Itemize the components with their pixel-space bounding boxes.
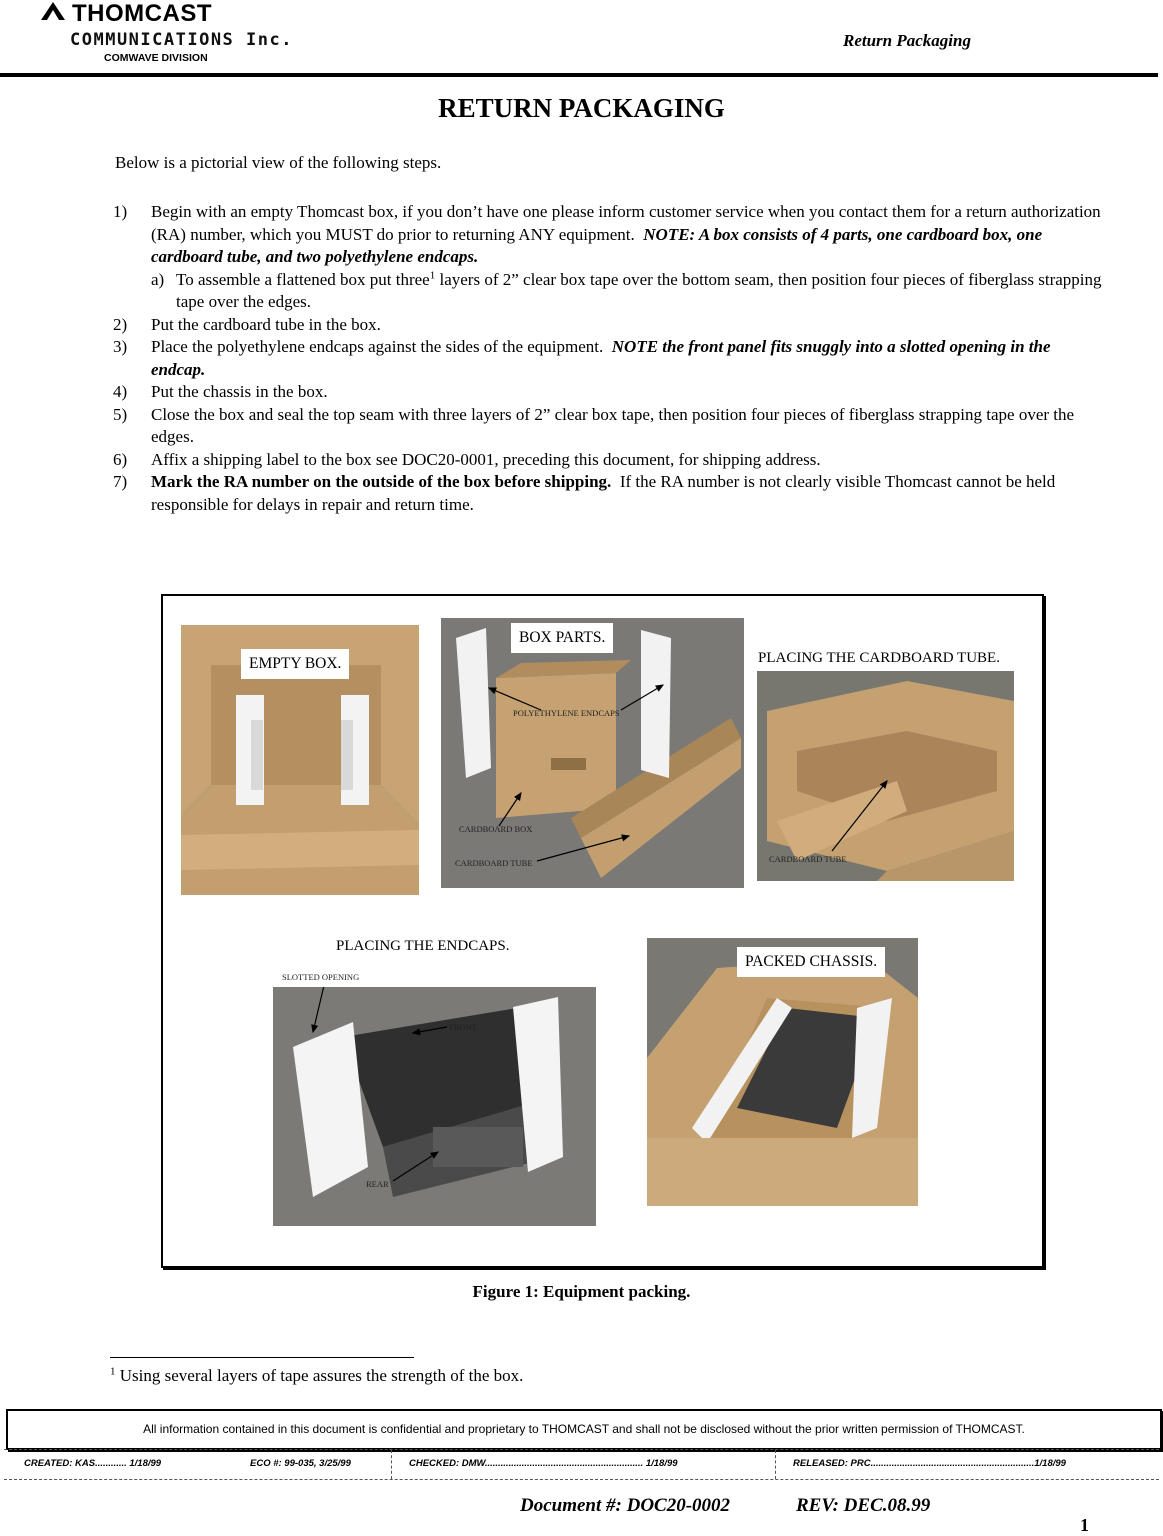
footnote-rule (110, 1357, 414, 1358)
step-3 (113, 336, 1103, 381)
released-field: RELEASED: PRC..............................................................1/18/99 (793, 1458, 1066, 1469)
label-packed-chassis: PACKED CHASSIS. (737, 947, 885, 977)
step-number: a) (151, 269, 165, 289)
step-text: To assemble a flattened box put three (176, 269, 430, 289)
checked-field: CHECKED: DMW............................................................ 1/18/99 (409, 1458, 678, 1469)
label-cardboard-tube-2: CARDBOARD TUBE (769, 854, 847, 864)
footer-divider (391, 1450, 393, 1479)
step-number: 3) (113, 337, 128, 356)
label-box-parts: BOX PARTS. (511, 623, 613, 653)
document-number: Document #: DOC20-0002 (520, 1495, 731, 1516)
step-1 (113, 201, 1103, 269)
label-cardboard-box: CARDBOARD BOX (459, 824, 533, 834)
step-1a (113, 269, 1103, 314)
step-text: Close the box and seal the top seam with three layers of 2” clear box tape, then position four pieces of fiberglass strapping tape over the edges. (151, 404, 1075, 446)
footnote-text: Using several layers of tape assures the strength of the box. (119, 1366, 524, 1385)
arrows-box-parts (441, 618, 744, 888)
step-number: 4) (113, 382, 128, 401)
revision-block (4, 1449, 1159, 1480)
figure-caption: Figure 1: Equipment packing. (472, 1282, 691, 1301)
photo-empty-box (181, 625, 419, 895)
arrows-endcaps (273, 987, 596, 1226)
footnote-number: 1 (110, 1365, 116, 1378)
steps-list (113, 201, 1103, 516)
arrow-cardboard-tube (757, 671, 1014, 881)
step-2 (113, 314, 1103, 337)
step-text: layers of 2” clear box tape over the bottom seam, then position four pieces of fiberglass strapping tape over the edges. (176, 269, 1102, 311)
confidentiality-notice: All information contained in this document is confidential and proprietary to THOMCAST and shall not be disclosed without the prior written permission of THOMCAST. (6, 1409, 1162, 1450)
step-7 (113, 471, 1103, 516)
photo-box-parts (441, 618, 744, 888)
step-text: Affix a shipping label to the box see DOC20-0001, preceding this document, for shipping address. (151, 449, 821, 469)
step-text: Put the cardboard tube in the box. (151, 314, 381, 334)
figure-frame (161, 594, 1044, 1268)
step-text: Begin with an empty Thomcast box, if you don’t have one please inform customer service when you contact them for a return authorization (RA) number, which you MUST do prior to returning ANY equipment. (151, 202, 1101, 244)
step-emphasis: Mark the RA number on the outside of the box before shipping. (151, 472, 612, 491)
caption-placing-tube: PLACING THE CARDBOARD TUBE. (758, 650, 1000, 666)
footnote (110, 1366, 523, 1386)
step-text: If the RA number is not clearly visible Thomcast cannot be held responsible for delays in repair and return time. (151, 472, 1056, 514)
step-number: 1) (113, 202, 128, 221)
intro-text: Below is a pictorial view of the following steps. (115, 153, 442, 172)
page-title: RETURN PACKAGING (438, 93, 725, 123)
step-note: NOTE: A box consists of 4 parts, one cardboard box, one cardboard tube, and two polyethylene endcaps. (151, 224, 1043, 266)
header-section-title: Return Packaging (843, 31, 971, 50)
step-4 (113, 381, 1103, 404)
page-number: 1 (1080, 1515, 1089, 1535)
step-5 (113, 404, 1103, 449)
photo-placing-tube (757, 671, 1014, 881)
step-number: 6) (113, 449, 128, 469)
label-front: FRONT (449, 1022, 477, 1032)
company-logo (40, 0, 212, 28)
label-cardboard-tube: CARDBOARD TUBE (455, 858, 533, 868)
label-empty-box: EMPTY BOX. (241, 649, 349, 679)
header-rule (0, 73, 1158, 77)
label-polyethylene-endcaps: POLYETHYLENE ENDCAPS (513, 708, 620, 718)
step-number: 5) (113, 404, 128, 424)
company-name: THOMCAST (72, 0, 212, 27)
photo-packed-chassis (647, 938, 918, 1206)
revision: REV: DEC.08.99 (796, 1495, 931, 1516)
label-rear: REAR (366, 1179, 389, 1189)
company-division: COMWAVE DIVISION (104, 52, 208, 64)
step-text: Place the polyethylene endcaps against the sides of the equipment. (151, 337, 604, 356)
step-text: Put the chassis in the box. (151, 382, 328, 401)
label-slotted-opening: SLOTTED OPENING (282, 972, 360, 982)
step-number: 2) (113, 314, 128, 334)
created-field: CREATED: KAS............ 1/18/99 (24, 1458, 162, 1469)
company-subtitle: COMMUNICATIONS Inc. (70, 30, 293, 50)
caption-placing-endcaps: PLACING THE ENDCAPS. (336, 938, 510, 954)
step-6 (113, 449, 1103, 472)
footnote-ref: 1 (429, 268, 436, 281)
step-number: 7) (113, 472, 128, 491)
photo-placing-endcaps (273, 987, 596, 1226)
step-note: NOTE the front panel fits snuggly into a slotted opening in the endcap. (151, 337, 1051, 379)
footer-divider (775, 1450, 777, 1479)
eco-field: ECO #: 99-035, 3/25/99 (250, 1458, 351, 1469)
thomcast-logo-icon (40, 0, 66, 28)
